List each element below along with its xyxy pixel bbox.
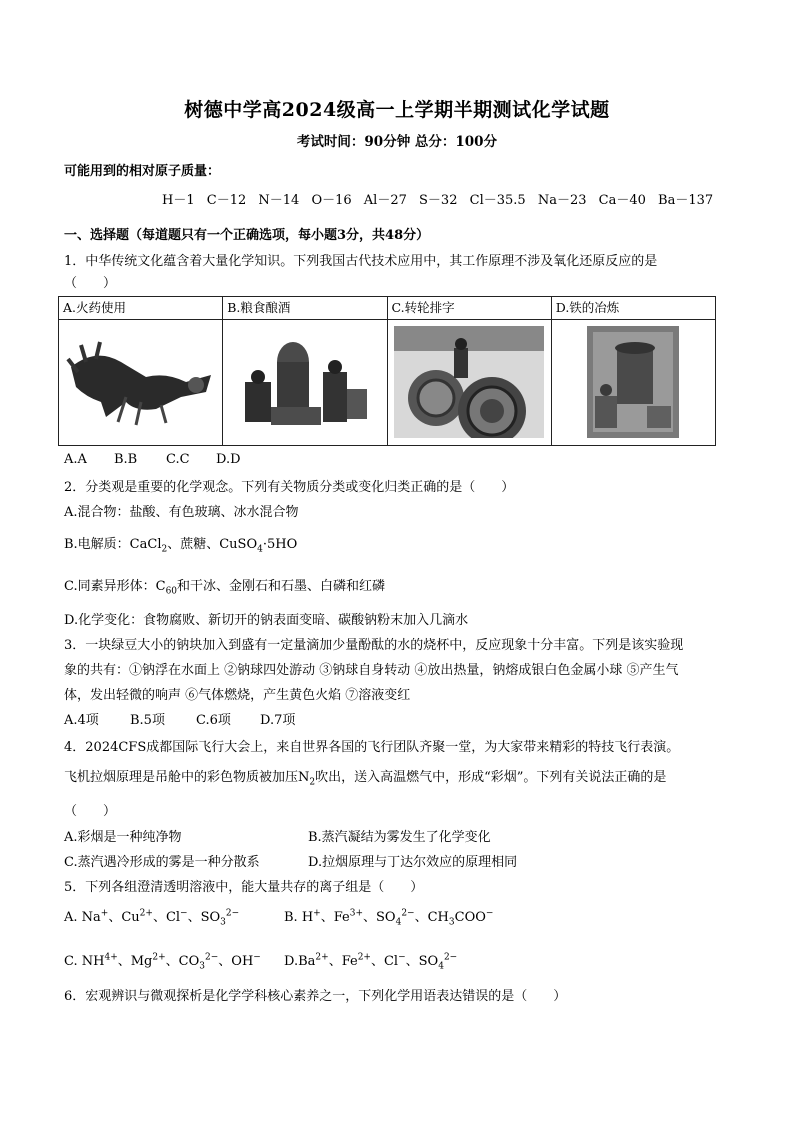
q3-stem-line1: 3．一块绿豆大小的钠块加入到盛有一定量滴加少量酚酞的水的烧杯中，反应现象十分丰富。下列是该实验现 [64,638,684,653]
q5-option-a[interactable]: A. Na+、$Cu^{2+}$、Cl−、$SO_3^{2-}$ [64,908,240,928]
atomic-mass-list [162,189,719,208]
q2-option-d[interactable]: D.化学变化：食物腐败、新切开的钠表面变暗、碳酸钠粉末加入几滴水 [64,613,469,628]
q2-b-text: ·5HO [262,537,298,552]
mass-item: S－32 [419,193,458,208]
q1-option-a-header: A.火药使用 [59,297,223,320]
q3-choice-a[interactable]: A.4项 [64,713,99,728]
q3-choices [64,709,295,728]
q4-option-b[interactable]: B.蒸汽凝结为雾发生了化学变化 [308,830,491,845]
subscript: 2 [309,777,316,788]
mass-item: C－12 [206,193,247,208]
section-heading: 一、选择题（每道题只有一个正确选项，每小题3分，共48分） [64,228,430,243]
iron-smelting-image [552,320,715,444]
q1-option-b-header: B.粮食酿酒 [223,297,387,320]
q1-stem: 1．中华传统文化蕴含着大量化学知识。下列我国古代技术应用中，其工作原理不涉及氧化还原反应的是 [64,254,658,269]
q3-choice-c[interactable]: C.6项 [196,713,231,728]
exam-title: 树德中学高2024级高一上学期半期测试化学试题 [184,99,610,121]
q4-text: 吹出，送入高温燃气中，形成“彩烟”。下列有关说法正确的是 [315,770,667,785]
q4-option-a[interactable]: A.彩烟是一种纯净物 [64,830,182,845]
q4-text: 飞机拉烟原理是吊舱中的彩色物质被加压N [64,770,310,785]
mass-item: Al－27 [363,193,407,208]
q3-stem-line2: 象的共有：①钠浮在水面上 ②钠球四处游动 ③钠球自身转动 ④放出热量，钠熔成银白色金属小球 ⑤产生气 [64,663,679,678]
q1-option-d-header: D.铁的冶炼 [551,297,715,320]
q2-c-text: 和干冰、金刚石和石墨、白磷和红磷 [177,579,386,594]
q4-option-d[interactable]: D.拉烟原理与丁达尔效应的原理相同 [308,855,518,870]
mass-item: Cl－35.5 [469,193,526,208]
q4-stem-line1: 4．2024CFS成都国际飞行大会上，来自世界各国的飞行团队齐聚一堂，为大家带来精彩的特技飞行表演。 [64,740,680,755]
q4-stem-line2 [64,766,666,788]
q2-b-text: 、蔗糖、CuSO [167,537,258,552]
q6-stem: 6．宏观辨识与微观探析是化学学科核心素养之一，下列化学用语表达错误的是（ ） [64,989,567,1004]
q2-c-text: C.同素异形体：C [64,579,166,594]
q1-choice-b[interactable]: B.B [114,452,138,467]
atomic-mass-label: 可能用到的相对原子质量： [64,164,221,179]
q3-stem-line3: 体，发出轻微的响声 ⑥气体燃烧，产生黄色火焰 ⑦溶液变红 [64,688,411,703]
subscript: 60 [165,586,178,597]
q4-option-c[interactable]: C.蒸汽遇冷形成的雾是一种分散系 [64,855,260,870]
q3-choice-d[interactable]: D.7项 [260,713,296,728]
q1-choices [64,452,241,467]
wine-making-image [223,320,386,444]
mass-item: Ca－40 [598,193,646,208]
mass-item: O－16 [311,193,352,208]
q2-option-c[interactable] [64,575,385,597]
q5-option-c[interactable]: C. $NH^{4+}$、$Mg^{2+}$、$CO_3^{2-}$、OH− [64,952,261,972]
movable-type-image [388,320,551,444]
exam-subtitle: 考试时间：90分钟 总分：100分 [296,134,498,150]
q1-options-table [58,296,716,446]
q5-option-d[interactable]: $D.Ba^{2+}$、$Fe^{2+}$、Cl−、$SO_4^{2-}$ [284,952,458,972]
q4-blank: （ ） [64,804,117,819]
q5-option-b[interactable]: B. H+、$Fe^{3+}$、$SO_4^{2-}$、$CH_3COO^-$ [284,908,494,928]
q2-option-a[interactable]: A.混合物：盐酸、有色玻璃、冰水混合物 [64,505,299,520]
q1-choice-c[interactable]: C.C [166,452,190,467]
mass-item: Ba－137 [658,193,714,208]
q2-b-text: B.电解质：CaCl [64,537,162,552]
q1-blank: （ ） [64,276,117,291]
mass-item: H－1 [162,193,195,208]
q2-stem: 2．分类观是重要的化学观念。下列有关物质分类或变化归类正确的是（ ） [64,480,515,495]
mass-item: Na－23 [537,193,587,208]
subscript: 4 [257,544,263,555]
q5-stem: 5．下列各组澄清透明溶液中，能大量共存的离子组是（ ） [64,880,424,895]
q1-choice-a[interactable]: A.A [64,452,87,467]
q2-option-b[interactable] [64,533,297,555]
q1-choice-d[interactable]: D.D [216,452,241,467]
mass-item: N－14 [258,193,300,208]
q3-choice-b[interactable]: B.5项 [130,713,165,728]
subscript: 2 [161,544,168,555]
q1-option-c-header: C.转轮排字 [387,297,551,320]
fireworks-image [59,320,222,444]
